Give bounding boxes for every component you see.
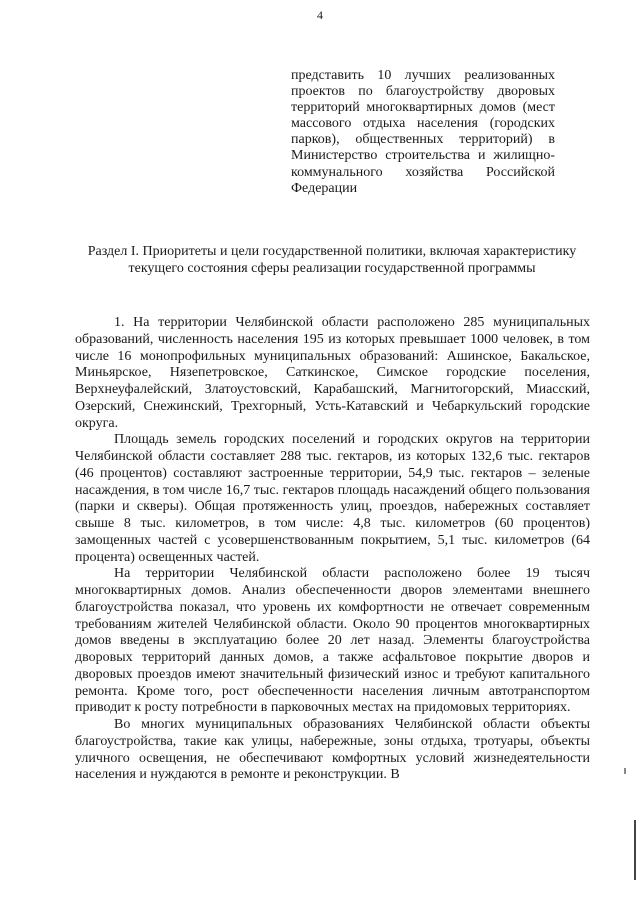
paragraph-4: Во многих муниципальных образованиях Челябинской области объекты благоустройства, такие как улицы, набережные, зоны отдыха, тротуары, объекты уличного освещения, не обеспечивают комфортных условий жизнедеятельности населения и нуждаются в ремонте и реконструкции. В <box>75 717 590 783</box>
paragraph-2: Площадь земель городских поселений и городских округов на территории Челябинской области составляет 288 тыс. гектаров, из которых 132,6 тыс. гектаров (46 процентов) составляют застроенные территории, 54,9 тыс. гектаров – зеленые насаждения, в том числе 16,7 тыс. гектаров площадь насаждений общего пользования (парки и скверы). Общая протяженность улиц, проездов, набережных составляет свыше 8 тыс. километров, в том числе: 4,8 тыс. километров (60 процентов) замощенных частей с усовершенствованным покрытием, 5,1 тыс. километров (64 процента) освещенных частей. <box>75 432 590 565</box>
page-number: 4 <box>317 8 323 22</box>
scan-margin-mark <box>634 820 636 880</box>
document-body <box>75 315 590 784</box>
paragraph-1: 1. На территории Челябинской области расположено 285 муниципальных образований, численность населения 195 из которых превышает 1000 человек, в том числе 16 монопрофильных муниципальных образований: Ашинское, Бакальское, Миньярское, Нязепетровское, Саткинское, Симское городские поселения, Верхнеуфалейский, Златоустовский, Карабашский, Магнитогорский, Миасский, Озерский, Снежинский, Трехгорный, Усть-Катавский и Чебаркульский городские округа. <box>75 315 590 431</box>
section-heading <box>72 244 592 277</box>
section-heading-text: Раздел I. Приоритеты и цели государственной политики, включая характеристику текущего состояния сферы реализации государственной программы <box>87 244 577 276</box>
indicator-text: представить 10 лучших реализованных проектов по благоустройству дворовых территорий многоквартирных домов (мест массового отдыха населения (городских парков), общественных территорий) в Министерство строительства и жилищно-коммунального хозяйства Российской Федерации <box>291 68 555 196</box>
scan-margin-mark <box>624 768 626 774</box>
paragraph-3: На территории Челябинской области расположено более 19 тысяч многоквартирных домов. Анализ обеспеченности дворов элементами внешнего благоустройства показал, что уровень их комфортности не отвечает современным требованиям жителей Челябинской области. Около 90 процентов многоквартирных домов введены в эксплуатацию более 20 лет назад. Элементы благоустройства дворовых территорий данных домов, а также асфальтовое покрытие дворов и дворовых проездов имеют значительный физический износ и требуют капитального ремонта. Кроме того, рост обеспеченности населения личным автотранспортом приводит к росту потребности в парковочных местах на придомовых территориях. <box>75 566 590 716</box>
indicator-continuation <box>291 68 555 197</box>
